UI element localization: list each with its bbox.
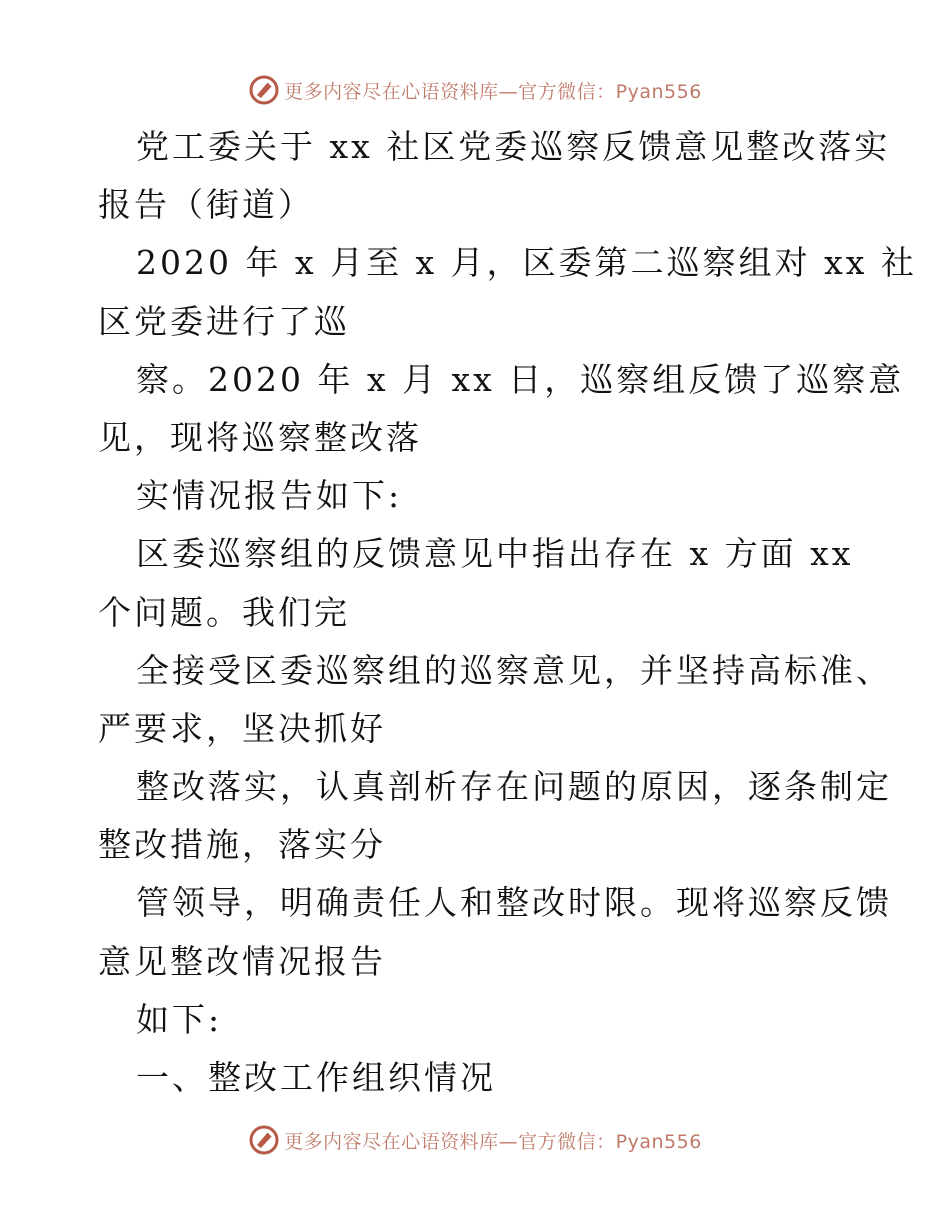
logo-icon bbox=[248, 74, 280, 106]
text-line: 整改措施，落实分 bbox=[98, 825, 386, 865]
text-line: 实情况报告如下: bbox=[136, 476, 403, 516]
banner-text: 更多内容尽在心语资料库—官方微信：Pyan556 bbox=[284, 1130, 702, 1153]
text-line: 2020 年 x 月至 x 月，区委第二巡察组对 xx 社 bbox=[136, 243, 917, 283]
text-line: 党工委关于 xx 社区党委巡察反馈意见整改落实 bbox=[136, 127, 891, 166]
text-line: 意见整改情况报告 bbox=[98, 941, 386, 981]
header-banner bbox=[0, 70, 950, 110]
text-line: 区委巡察组的反馈意见中指出存在 x 方面 xx bbox=[136, 534, 854, 574]
text-line: 见，现将巡察整改落 bbox=[98, 417, 422, 457]
document-body bbox=[98, 118, 917, 1107]
text-line: 严要求，坚决抓好 bbox=[98, 708, 386, 748]
text-line: 如下: bbox=[136, 999, 223, 1039]
text-line: 个问题。我们完 bbox=[98, 592, 350, 632]
text-line: 区党委进行了巡 bbox=[98, 301, 350, 341]
banner-text: 更多内容尽在心语资料库—官方微信：Pyan556 bbox=[284, 80, 702, 103]
footer-banner bbox=[0, 1120, 950, 1160]
text-line: 报告（街道） bbox=[98, 185, 314, 225]
text-line: 整改落实，认真剖析存在问题的原因，逐条制定 bbox=[136, 767, 892, 807]
text-line: 全接受区委巡察组的巡察意见，并坚持高标准、 bbox=[136, 650, 892, 690]
section-heading: 一、整改工作组织情况 bbox=[136, 1058, 496, 1097]
text-line: 察。2020 年 x 月 xx 日，巡察组反馈了巡察意 bbox=[136, 359, 905, 399]
logo-icon bbox=[248, 1124, 280, 1156]
text-line: 管领导，明确责任人和整改时限。现将巡察反馈 bbox=[136, 883, 892, 923]
